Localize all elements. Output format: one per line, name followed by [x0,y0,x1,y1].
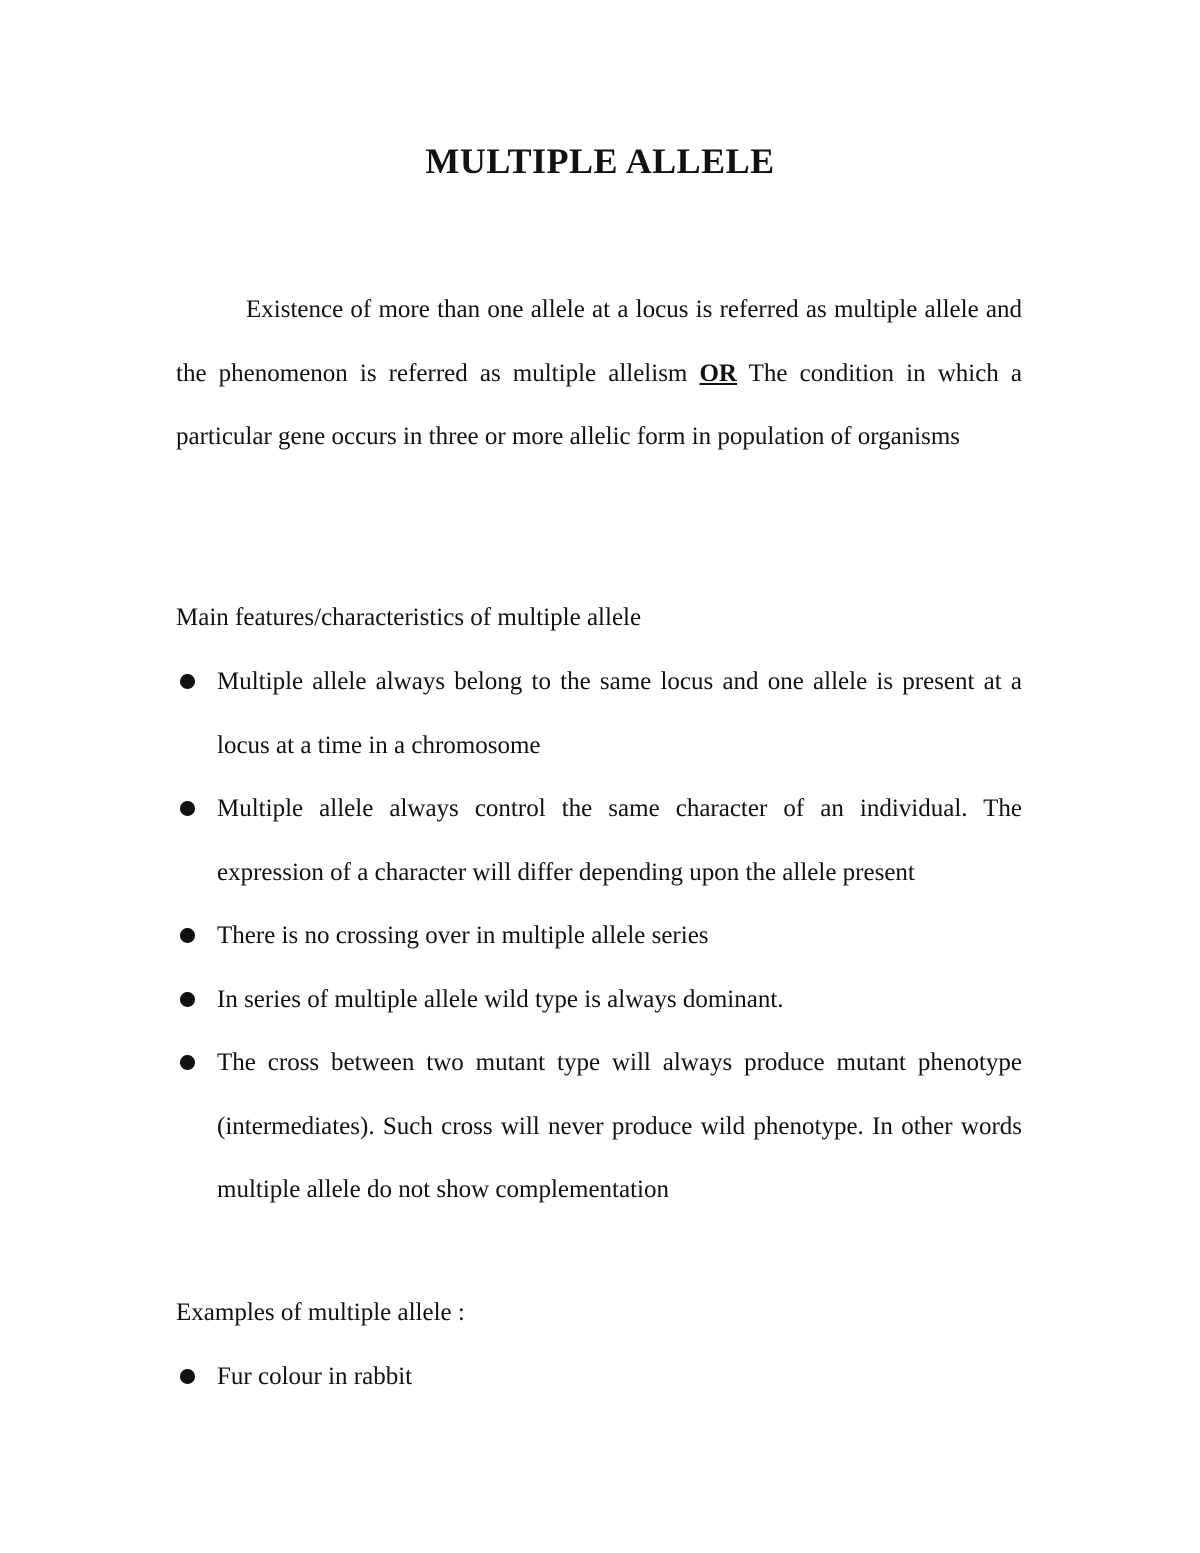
bullet-icon [180,1055,195,1070]
feature-item-text: Multiple allele always control the same character of an individual. The expression of a character will differ depending upon the allele present [217,795,1022,886]
features-heading: Main features/characteristics of multiple allele [176,604,642,631]
examples-list [176,1345,1022,1409]
feature-item [176,777,1022,904]
features-list [176,650,1022,1222]
intro-text-after: The condition in which a particular gene occurs in three or more allelic form in population of organisms [176,359,1022,450]
intro-text-before: Existence of more than one allele at a locus is referred as multiple allele and the phenomenon is referred as multiple allelism [176,296,1022,387]
feature-item [176,904,1022,968]
bullet-icon [180,674,195,689]
bullet-icon [180,1369,195,1384]
intro-paragraph [176,278,1022,469]
bullet-icon [180,801,195,816]
feature-item-text: The cross between two mutant type will always produce mutant phenotype (intermediates). Such cross will never produce wild phenotype. In other words multiple allele do not show complementation [217,1049,1022,1203]
feature-item [176,650,1022,777]
feature-item [176,968,1022,1032]
bullet-icon [180,992,195,1007]
example-item-text: Fur colour in rabbit [217,1363,413,1390]
or-emphasis: OR [699,359,737,387]
feature-item-text: In series of multiple allele wild type is always dominant. [217,985,784,1013]
feature-item-text: There is no crossing over in multiple allele series [217,922,709,949]
example-item [176,1345,1022,1409]
bullet-icon [180,928,195,943]
page-title: MULTIPLE ALLELE [425,141,775,181]
feature-item-text: Multiple allele always belong to the same locus and one allele is present at a locus at a time in a chromosome [217,668,1022,759]
examples-heading: Examples of multiple allele : [176,1299,465,1326]
feature-item [176,1031,1022,1222]
